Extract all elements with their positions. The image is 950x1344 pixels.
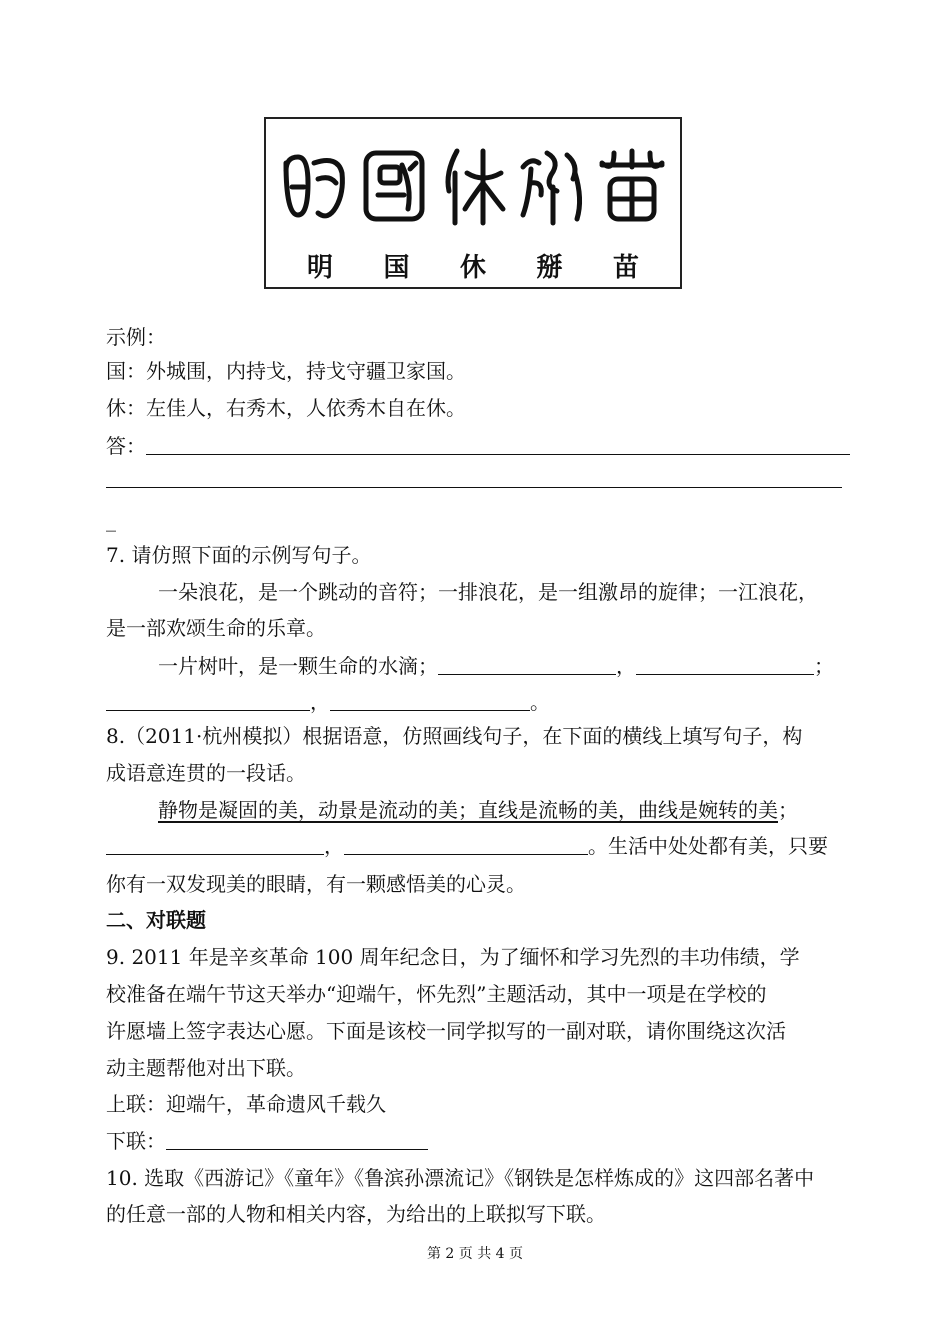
lower-couplet-row [106, 1127, 428, 1155]
question-8-text: 成语意连贯的一段话。 [106, 761, 306, 785]
answer-blank-line[interactable] [106, 487, 842, 488]
question-7-prompt-row [158, 652, 834, 680]
question-7-example: 一朵浪花，是一个跳动的音符；一排浪花，是一组激昂的旋律；一江浪花， [158, 580, 818, 604]
seal-glyph-xiu [437, 143, 509, 227]
example-line: 休：左佳人，右秀木，人依秀木自在休。 [106, 396, 466, 420]
seal-glyph-ban [517, 143, 589, 227]
answer-blank[interactable] [146, 434, 850, 455]
punct: ， [324, 834, 344, 858]
question-10-title: 10. 选取《西游记》《童年》《鲁滨孙漂流记》《钢铁是怎样炼成的》这四部名著中 [106, 1166, 815, 1190]
modern-char-row [284, 247, 662, 283]
upper-couplet: 上联：迎端午，革命遗风千载久 [106, 1092, 386, 1116]
page-footer: 第 2 页 共 4 页 [426, 1246, 524, 1262]
fill-blank[interactable] [636, 654, 814, 675]
fill-blank[interactable] [344, 834, 588, 855]
modern-char: 明 [306, 252, 333, 283]
punct: 。 [530, 690, 550, 714]
section-heading: 二、对联题 [106, 908, 206, 932]
question-9-text: 许愿墙上签字表达心愿。下面是该校一同学拟写的一副对联，请你围绕这次活 [106, 1019, 786, 1043]
seal-script-figure [264, 117, 682, 289]
seal-glyph-miao [596, 143, 668, 227]
question-8-blank-row [106, 832, 828, 860]
question-7-blank-row [106, 688, 550, 716]
answer-label: 答： [106, 434, 146, 458]
punct: ， [616, 654, 636, 678]
fill-blank[interactable] [106, 834, 324, 855]
fill-blank[interactable] [106, 690, 310, 711]
question-7-title: 7. 请仿照下面的示例写句子。 [106, 543, 372, 567]
fill-blank[interactable] [166, 1129, 428, 1150]
question-8-after: 。生活中处处都有美，只要 [588, 834, 828, 858]
modern-char: 苗 [612, 252, 639, 283]
lower-couplet-label: 下联： [106, 1129, 166, 1153]
stray-mark: _ [106, 508, 116, 532]
question-8-text: 你有一双发现美的眼睛，有一颗感悟美的心灵。 [106, 872, 526, 896]
punct: ； [814, 654, 834, 678]
question-7-prompt: 一片树叶，是一颗生命的水滴； [158, 654, 438, 678]
seal-glyph-guo [358, 143, 430, 227]
seal-script-row [278, 129, 668, 241]
example-line: 国：外城围，内持戈，持戈守疆卫家国。 [106, 359, 466, 383]
modern-char: 国 [383, 252, 410, 283]
modern-char: 掰 [536, 252, 563, 283]
question-8-example-row [158, 796, 798, 824]
question-8-title: 8.（2011·杭州模拟）根据语意，仿照画线句子，在下面的横线上填写句子，构 [106, 724, 803, 748]
modern-char: 休 [459, 252, 486, 283]
fill-blank[interactable] [330, 690, 530, 711]
example-label: 示例： [106, 325, 166, 349]
punct: ， [310, 690, 330, 714]
underlined-sentence: 静物是凝固的美，动景是流动的美；直线是流畅的美，曲线是婉转的美 [158, 798, 778, 822]
answer-row [106, 432, 850, 460]
seal-glyph-ming [278, 143, 350, 227]
fill-blank[interactable] [438, 654, 616, 675]
question-10-text: 的任意一部的人物和相关内容，为给出的上联拟写下联。 [106, 1202, 606, 1226]
question-9-title: 9. 2011 年是辛亥革命 100 周年纪念日，为了缅怀和学习先烈的丰功伟绩，学 [106, 945, 800, 969]
question-9-text: 校准备在端午节这天举办“迎端午，怀先烈”主题活动，其中一项是在学校的 [106, 982, 767, 1006]
question-9-text: 动主题帮他对出下联。 [106, 1056, 306, 1080]
question-7-example: 是一部欢颂生命的乐章。 [106, 616, 326, 640]
punct: ； [778, 798, 798, 822]
